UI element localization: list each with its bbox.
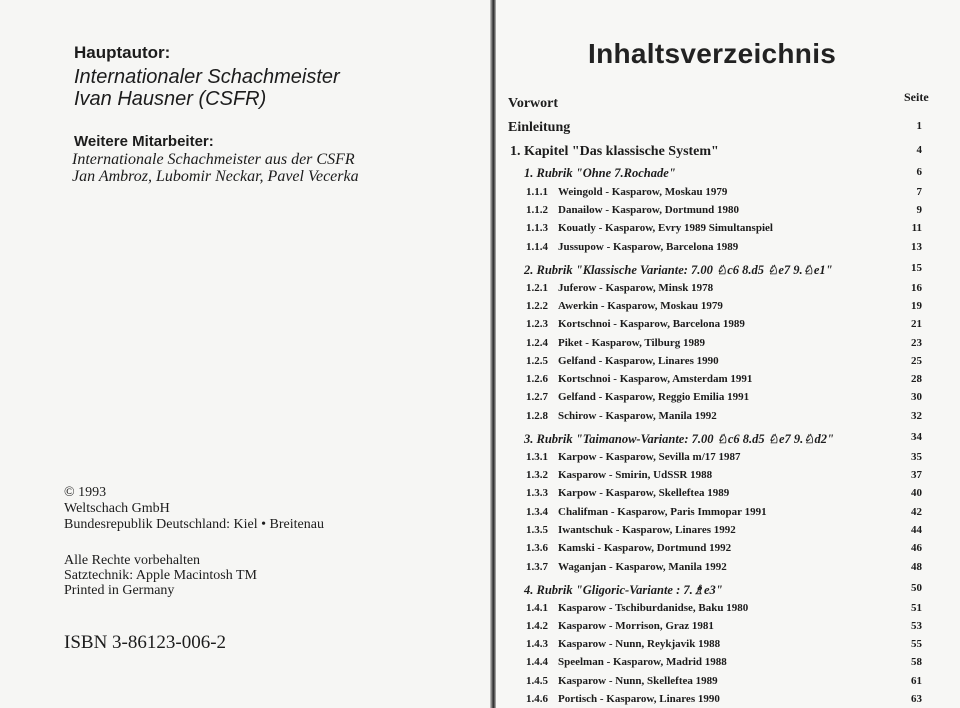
toc-entry-page: 28	[911, 373, 922, 385]
toc-entry-title: Kouatly - Kasparow, Evry 1989 Simultanspiel	[558, 222, 773, 234]
toc-entry-page: 15	[911, 262, 922, 274]
toc-entry-title: Juferow - Kasparow, Minsk 1978	[558, 282, 714, 294]
toc-entry-page: 55	[911, 638, 922, 650]
main-author-name: Ivan Hausner (CSFR)	[74, 88, 267, 110]
toc-entry-title: Speelman - Kasparow, Madrid 1988	[558, 656, 727, 668]
toc-entry-title: Iwantschuk - Kasparow, Linares 1992	[558, 524, 736, 536]
toc-entry-title: Waganjan - Kasparow, Manila 1992	[558, 561, 727, 573]
toc-entry-page: 50	[911, 582, 922, 594]
toc-entry-page: 34	[911, 431, 922, 443]
toc-entry	[496, 693, 960, 708]
toc-entry-page: 48	[911, 561, 922, 573]
toc-entry	[496, 166, 960, 184]
toc-title: Inhaltsverzeichnis	[588, 38, 837, 69]
toc-entry	[496, 96, 960, 114]
toc-entry-page: 4	[916, 144, 922, 156]
toc-entry	[496, 561, 960, 579]
toc-entry-number: 1.3.3	[526, 487, 548, 499]
toc-entry-title: Portisch - Kasparow, Linares 1990	[558, 693, 720, 705]
toc-entry-number: 1.4.2	[526, 620, 548, 632]
toc-entry-title: Awerkin - Kasparow, Moskau 1979	[558, 300, 723, 312]
toc-entry-page: 30	[911, 391, 922, 403]
toc-entry-number: 1.1.4	[526, 241, 548, 253]
toc-entry-title: Karpow - Kasparow, Skelleftea 1989	[558, 487, 730, 499]
toc-entry-page: 32	[911, 410, 922, 422]
toc-entry-number: 1.3.5	[526, 524, 548, 536]
toc-entry-number: 1.2.8	[526, 410, 548, 422]
contributors-heading: Weitere Mitarbeiter:	[74, 133, 214, 150]
toc-entry-number: 1.4.3	[526, 638, 548, 650]
toc-entry-title: Danailow - Kasparow, Dortmund 1980	[558, 204, 740, 216]
toc-entry	[496, 542, 960, 560]
toc-entry-number: 1.2.2	[526, 300, 548, 312]
toc-entry-title: Kasparow - Nunn, Skelleftea 1989	[558, 675, 718, 687]
toc-entry-page: 42	[911, 506, 922, 518]
toc-entry	[496, 282, 960, 300]
publisher-location: Bundesrepublik Deutschland: Kiel • Breitenau	[64, 517, 324, 532]
toc-entry-page: 7	[916, 186, 922, 198]
toc-entry-title: Chalifman - Kasparow, Paris Immopar 1991	[558, 506, 767, 518]
toc-entry-page: 6	[916, 166, 922, 178]
toc-entry-page: 23	[911, 337, 922, 349]
toc-entry-number: 1.2.3	[526, 318, 548, 330]
toc-entry-title: Piket - Kasparow, Tilburg 1989	[558, 337, 705, 349]
toc-entry-page: 63	[911, 693, 922, 705]
toc-entry-number: 1.4.5	[526, 675, 548, 687]
toc-entry	[496, 451, 960, 469]
toc-entry-number: 1.1.3	[526, 222, 548, 234]
main-author-heading: Hauptautor:	[74, 43, 171, 62]
toc-entry-page: 58	[911, 656, 922, 668]
toc-entry-page: 44	[911, 524, 922, 536]
toc-entry-number: 1.4.4	[526, 656, 548, 668]
copyright-year: © 1993	[64, 485, 107, 500]
toc-entry-title: Einleitung	[508, 120, 571, 135]
toc-entry	[496, 186, 960, 204]
toc-entry-number: 1.3.1	[526, 451, 548, 463]
toc-entry	[496, 355, 960, 373]
toc-entry-page: 19	[911, 300, 922, 312]
toc-entry	[496, 656, 960, 674]
toc-entry	[496, 602, 960, 620]
toc-entry-page: 40	[911, 487, 922, 499]
toc-entry-page: 35	[911, 451, 922, 463]
toc-entry	[496, 524, 960, 542]
toc-entry-title: Gelfand - Kasparow, Linares 1990	[558, 355, 719, 367]
toc-entry	[496, 391, 960, 409]
toc-entry-page: 61	[911, 675, 922, 687]
toc-entry-title: Schirow - Kasparow, Manila 1992	[558, 410, 717, 422]
toc-entry-number: 1.2.4	[526, 337, 548, 349]
page-column-header: Seite	[904, 90, 929, 104]
toc-entry-title: Vorwort	[508, 96, 559, 111]
printed-note: Printed in Germany	[64, 583, 175, 598]
toc-entry-title: Gelfand - Kasparow, Reggio Emilia 1991	[558, 391, 750, 403]
toc-entry	[496, 318, 960, 336]
toc-entry-title: Kamski - Kasparow, Dortmund 1992	[558, 542, 732, 554]
toc-entry-page: 11	[911, 222, 922, 234]
toc-entry-page: 13	[911, 241, 922, 253]
toc-entry-title: Kasparow - Nunn, Reykjavik 1988	[558, 638, 721, 650]
toc-entry-page: 21	[911, 318, 922, 330]
toc-entry	[496, 241, 960, 259]
main-author-title: Internationaler Schachmeister	[74, 66, 340, 88]
toc-entry-number: 1.2.1	[526, 282, 548, 294]
publisher: Weltschach GmbH	[64, 501, 170, 516]
toc-entry	[496, 204, 960, 222]
toc-entry-title: Kasparow - Smirin, UdSSR 1988	[558, 469, 713, 481]
toc-entry-number: 1.1.2	[526, 204, 548, 216]
toc-entry-number: 1.4.1	[526, 602, 548, 614]
toc-entry-number: 1.3.7	[526, 561, 548, 573]
contributors-title: Internationale Schachmeister aus der CSFR	[72, 151, 355, 168]
toc-entry-title: Kasparow - Tschiburdanidse, Baku 1980	[558, 602, 749, 614]
toc-entry	[496, 120, 960, 138]
toc-entry-number: 1.3.4	[526, 506, 548, 518]
toc-entry-page: 16	[911, 282, 922, 294]
toc-entry-page: 25	[911, 355, 922, 367]
toc-entry	[496, 144, 960, 162]
toc-entry-title: Jussupow - Kasparow, Barcelona 1989	[558, 241, 739, 253]
toc-entry-number: 1.1.1	[526, 186, 548, 198]
toc-entry	[496, 410, 960, 428]
toc-entry-number: 1.2.6	[526, 373, 548, 385]
toc-entry-title: 2. Rubrik "Klassische Variante: 7.00 ♘c6 8.d5 ♘e7 9.♘e1"	[524, 263, 833, 277]
toc-entry	[496, 337, 960, 355]
toc-entry	[496, 222, 960, 240]
toc-entry-title: Kortschnoi - Kasparow, Barcelona 1989	[558, 318, 745, 330]
toc-entry	[496, 300, 960, 318]
toc-entry	[496, 506, 960, 524]
toc-entry-number: 1.2.7	[526, 391, 548, 403]
toc-entry-title: Weingold - Kasparow, Moskau 1979	[558, 186, 728, 198]
toc-entry	[496, 638, 960, 656]
toc-entry-page: 53	[911, 620, 922, 632]
toc-entry-page: 9	[916, 204, 922, 216]
toc-entry-page: 46	[911, 542, 922, 554]
toc-entry	[496, 487, 960, 505]
toc-entry-title: 1. Rubrik "Ohne 7.Rochade"	[524, 166, 676, 180]
toc-entry	[496, 262, 960, 280]
isbn: ISBN 3-86123-006-2	[64, 632, 227, 653]
toc-entry-page: 51	[911, 602, 922, 614]
toc-entry-title: 4. Rubrik "Gligoric-Variante : 7.♗e3"	[524, 583, 723, 597]
toc-entry-title: Kortschnoi - Kasparow, Amsterdam 1991	[558, 373, 753, 385]
contributors-names: Jan Ambroz, Lubomir Neckar, Pavel Vecerka	[72, 168, 359, 185]
toc-entry	[496, 373, 960, 391]
toc-entry	[496, 431, 960, 449]
toc-entry-number: 1.3.2	[526, 469, 548, 481]
toc-entry	[496, 620, 960, 638]
toc-entry-number: 1.3.6	[526, 542, 548, 554]
toc-entry-page: 1	[916, 120, 922, 132]
typesetting-note: Satztechnik: Apple Macintosh TM	[64, 568, 257, 583]
toc-entry-title: Kasparow - Morrison, Graz 1981	[558, 620, 714, 632]
toc-entry-title: 3. Rubrik "Taimanow-Variante: 7.00 ♘c6 8.d5 ♘e7 9.♘d2"	[524, 432, 834, 446]
rights-notice: Alle Rechte vorbehalten	[64, 553, 201, 568]
toc-entry-title: Karpow - Kasparow, Sevilla m/17 1987	[558, 451, 741, 463]
toc-entry	[496, 582, 960, 600]
toc-entry	[496, 469, 960, 487]
toc-entry-page: 37	[911, 469, 922, 481]
toc-entry-title: 1. Kapitel "Das klassische System"	[510, 144, 719, 159]
toc-entry	[496, 675, 960, 693]
toc-entry-number: 1.4.6	[526, 693, 548, 705]
toc-entry-number: 1.2.5	[526, 355, 548, 367]
right-page	[496, 0, 960, 708]
